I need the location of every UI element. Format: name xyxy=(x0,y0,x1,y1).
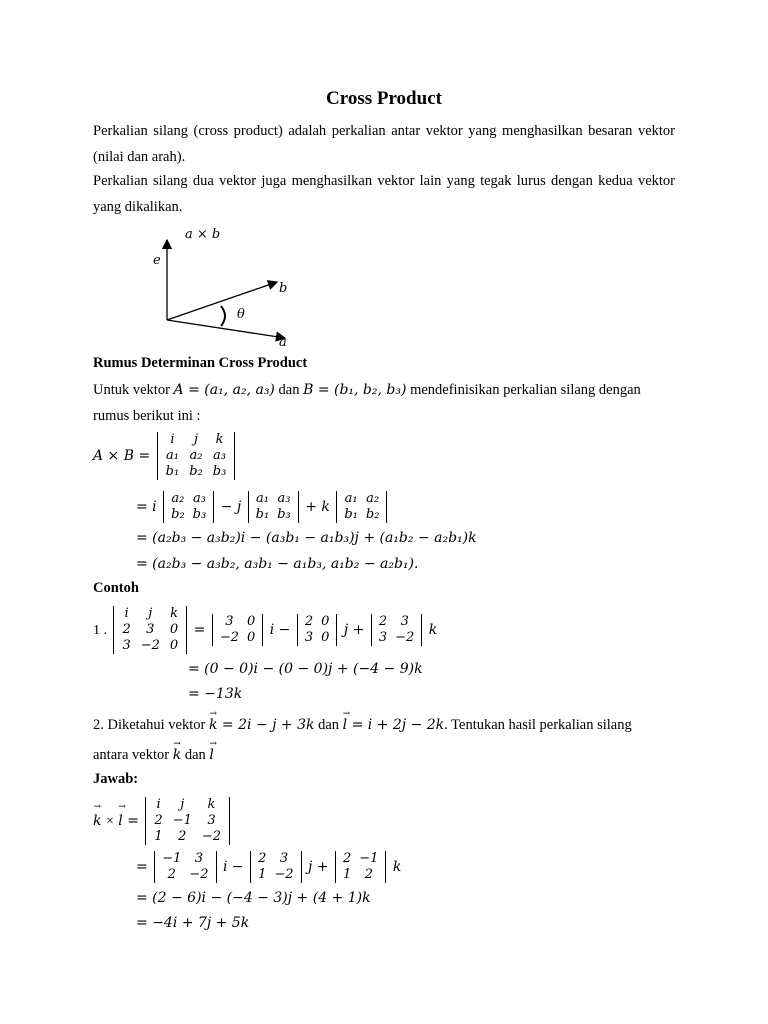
example-1-minor-1 xyxy=(212,614,263,646)
minor-cell: 2 xyxy=(167,867,176,882)
label-b: b xyxy=(279,281,288,296)
det-cell: b₂ xyxy=(189,464,203,479)
det-cell: −2 xyxy=(201,829,222,844)
minor-cell: 2 xyxy=(304,614,314,629)
minor-cell: 3 xyxy=(378,630,388,645)
term-j-plus: j + xyxy=(343,622,365,638)
minor-cell: 3 xyxy=(225,614,234,629)
minor-cell: a₂ xyxy=(171,491,185,506)
minor-cell: 3 xyxy=(400,614,409,629)
page-title: Cross Product xyxy=(326,88,442,109)
minor-cell: 3 xyxy=(194,851,204,866)
jawab-line-2 xyxy=(136,851,401,883)
rumus-text-dan: dan xyxy=(278,382,300,398)
times-sign: × xyxy=(105,814,114,829)
term-k: k xyxy=(392,859,402,875)
minor-cell: −1 xyxy=(162,851,182,866)
det-cell: i xyxy=(170,432,175,447)
minor-cell: −2 xyxy=(274,867,294,882)
formula-lhs: A × B = xyxy=(93,448,151,464)
minor-cell: a₁ xyxy=(255,491,269,506)
minor-3 xyxy=(336,491,387,523)
jawab-minor-1 xyxy=(154,851,216,883)
det-cell: 2 xyxy=(178,829,187,844)
det-cell: 3 xyxy=(122,638,131,653)
rumus-intro xyxy=(93,377,675,403)
jawab-line-3: = (2 − 6)i − (−4 − 3)j + (4 + 1)k xyxy=(136,890,371,906)
minor-cell: b₂ xyxy=(171,507,185,522)
minor-cell: b₁ xyxy=(255,507,270,522)
minor-cell: a₃ xyxy=(192,491,206,506)
angle-arc xyxy=(221,306,225,326)
example-2-text-a: 2. Diketahui vektor xyxy=(93,717,206,733)
det-cell: k xyxy=(170,606,178,621)
label-a: a xyxy=(279,335,287,350)
vector-A-def: A = (a₁, a₂, a₃) xyxy=(173,382,275,398)
expansion-line-3: = (a₂b₃ − a₃b₂)i − (a₃b₁ − a₁b₃)j + (a₁b₂ − a₂b₁)k xyxy=(136,530,477,546)
det-cell: a₁ xyxy=(165,448,179,463)
vector-k: → k xyxy=(173,742,181,768)
minor-cell: b₁ xyxy=(344,507,358,522)
det-cell: −1 xyxy=(172,813,192,828)
minor-cell: 2 xyxy=(258,851,267,866)
vector-b-arrow xyxy=(167,282,277,320)
det-cell: 3 xyxy=(146,622,155,637)
example-2-text-c: antara vektor xyxy=(93,747,170,763)
det-cell: k xyxy=(207,797,216,812)
equals: = xyxy=(127,813,139,829)
rumus-text-prefix: Untuk vektor xyxy=(93,382,170,398)
example-2-statement-line-2 xyxy=(93,742,675,768)
det-cell: 3 xyxy=(207,813,216,828)
example-1-minor-3 xyxy=(371,614,422,646)
det-cell: 0 xyxy=(169,638,179,653)
vector-l-def: = i + 2j − 2k xyxy=(351,717,445,733)
cross-product-diagram xyxy=(145,220,305,350)
label-e: e xyxy=(153,253,161,268)
det-cell: i xyxy=(156,797,161,812)
intro-paragraph-1: Perkalian silang (cross product) adalah perkalian antar vektor yang menghasilkan besaran vektor (nilai dan arah). xyxy=(93,123,675,165)
minor-cell: −1 xyxy=(359,851,379,866)
minor-cell: 1 xyxy=(258,867,267,882)
minor-cell: a₂ xyxy=(366,491,380,506)
minus-j: − j xyxy=(220,499,242,515)
determinant-3x3 xyxy=(157,432,236,480)
minor-cell: a₁ xyxy=(344,491,358,506)
jawab-minor-2 xyxy=(250,851,301,883)
term-j-plus: j + xyxy=(308,859,329,875)
minor-cell: 0 xyxy=(321,630,330,645)
det-cell: b₁ xyxy=(165,464,180,479)
example-2-text-dan2: dan xyxy=(184,747,206,763)
vector-l: → l xyxy=(118,813,122,829)
jawab-determinant xyxy=(145,797,230,845)
rumus-intro-line2: rumus berikut ini : xyxy=(93,408,201,424)
det-cell: a₂ xyxy=(189,448,203,463)
jawab-minor-3 xyxy=(335,851,386,883)
minor-cell: −2 xyxy=(395,630,415,645)
minor-cell: 0 xyxy=(321,614,330,629)
det-cell: 1 xyxy=(154,829,163,844)
contoh-heading: Contoh xyxy=(93,580,139,596)
label-theta: θ xyxy=(237,307,245,322)
rumus-heading: Rumus Determinan Cross Product xyxy=(93,355,308,371)
example-1-minor-2 xyxy=(297,614,338,646)
rumus-text-suffix: mendefinisikan perkalian silang dengan xyxy=(410,382,641,398)
det-cell: 0 xyxy=(169,622,179,637)
example-1-number: 1 . xyxy=(93,623,107,638)
det-cell: j xyxy=(180,797,185,812)
minor-2 xyxy=(248,491,299,523)
vector-a-arrow xyxy=(167,320,285,338)
example-2-text-dan: dan xyxy=(318,717,340,733)
det-cell: i xyxy=(124,606,129,621)
det-cell: k xyxy=(215,432,224,447)
minor-cell: 3 xyxy=(304,630,314,645)
minor-cell: −2 xyxy=(189,867,209,882)
example-1-line-2: = (0 − 0)i − (0 − 0)j + (−4 − 9)k xyxy=(188,661,423,677)
example-1-line-3: = −13k xyxy=(188,686,243,702)
vector-B-def: B = (b₁, b₂, b₃) xyxy=(303,382,407,398)
det-cell: 2 xyxy=(122,622,131,637)
det-cell: −2 xyxy=(140,638,160,653)
det-cell: b₃ xyxy=(212,464,227,479)
minor-1 xyxy=(163,491,214,523)
expand-i: = i xyxy=(136,499,157,515)
equals: = xyxy=(136,859,148,875)
minor-cell: 2 xyxy=(343,851,352,866)
det-cell: j xyxy=(193,432,198,447)
det-cell: j xyxy=(148,606,153,621)
minor-cell: −2 xyxy=(219,630,239,645)
vector-k-def: = 2i − j + 3k xyxy=(221,717,315,733)
vector-l: → l xyxy=(343,712,347,738)
label-axb: a × b xyxy=(185,227,221,242)
plus-k: + k xyxy=(305,499,330,515)
vector-k: → k xyxy=(93,813,101,829)
minor-cell: 0 xyxy=(247,614,256,629)
jawab-line-4: = −4i + 7j + 5k xyxy=(136,915,250,931)
expansion-line xyxy=(136,491,389,523)
minor-cell: 2 xyxy=(364,867,373,882)
example-1-determinant xyxy=(113,606,187,654)
jawab-heading: Jawab: xyxy=(93,771,139,787)
vector-k: → k xyxy=(209,712,217,738)
minor-cell: a₃ xyxy=(277,491,291,506)
minor-cell: 2 xyxy=(378,614,388,629)
minor-cell: b₂ xyxy=(365,507,380,522)
term-k: k xyxy=(428,622,438,638)
minor-cell: b₃ xyxy=(192,507,207,522)
minor-cell: 0 xyxy=(247,630,256,645)
det-cell: a₃ xyxy=(213,448,227,463)
determinant-formula xyxy=(93,432,237,480)
example-2-text-b: . Tentukan hasil perkalian silang xyxy=(444,717,632,733)
vector-l: → l xyxy=(209,742,213,768)
expansion-line-4: = (a₂b₃ − a₃b₂, a₃b₁ − a₁b₃, a₁b₂ − a₂b₁). xyxy=(136,556,419,572)
equals: = xyxy=(193,622,206,638)
det-cell: 2 xyxy=(154,813,163,828)
intro-paragraph-2: Perkalian silang dua vektor juga menghasilkan vektor lain yang tegak lurus dengan kedua vektor yang dikalikan. xyxy=(93,173,675,215)
term-i-minus: i − xyxy=(222,859,244,875)
jawab-line-1 xyxy=(93,797,232,845)
minor-cell: 3 xyxy=(279,851,289,866)
example-1-line-1 xyxy=(93,606,437,654)
minor-cell: b₃ xyxy=(277,507,291,522)
minor-cell: 1 xyxy=(343,867,352,882)
term-i-minus: i − xyxy=(269,622,291,638)
